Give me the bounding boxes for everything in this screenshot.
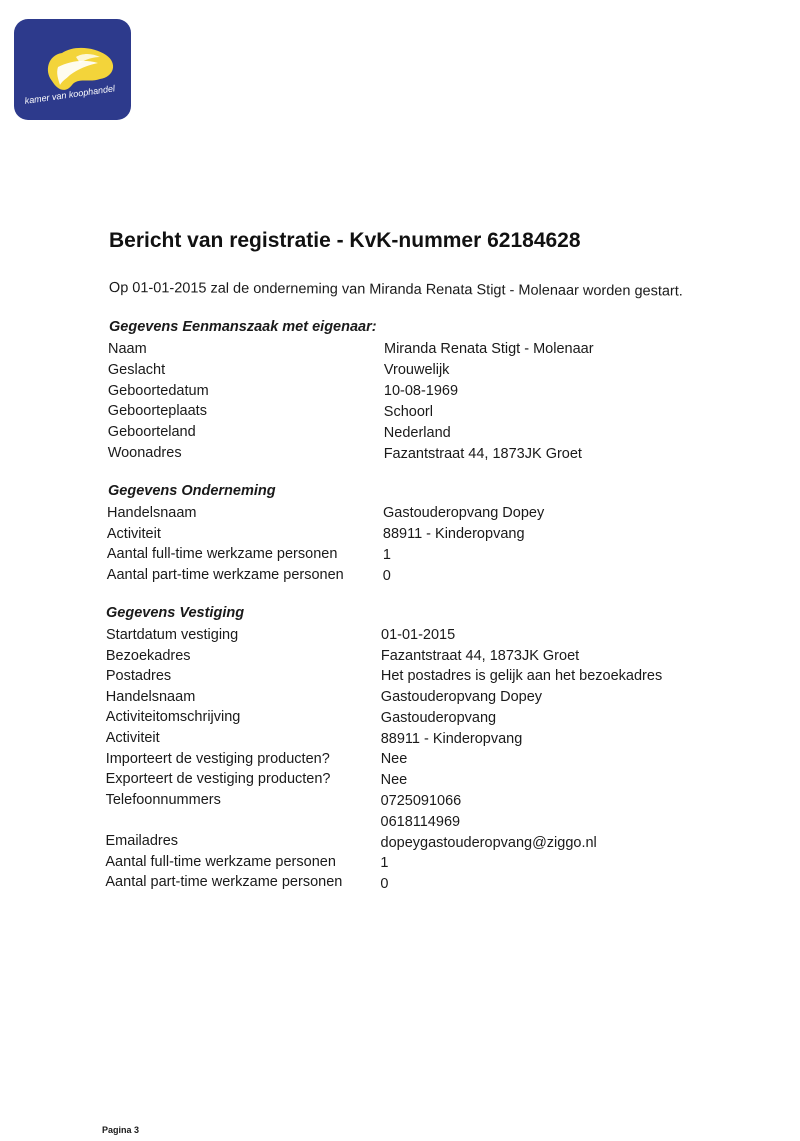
field-label: Postadres [105,668,172,685]
field-label: Aantal part-time werkzame personen [105,874,343,891]
field-value: 0618114969 [380,813,461,830]
field-label: Aantal full-time werkzame personen [106,546,338,563]
field-label: Geboorteplaats [107,403,207,420]
field-value: Gastouderopvang Dopey [383,505,545,521]
field-value: Gastouderopvang [380,709,497,726]
field-value: 1 [382,546,391,563]
field-value: 1 [380,855,389,872]
field-label: Activiteit [106,525,161,542]
field-value: 0 [380,875,389,892]
field-value: Nee [380,772,408,789]
field-value: dopeygastouderopvang@ziggo.nl [380,834,597,851]
field-value: Nee [380,751,408,768]
field-label: Handelsnaam [107,505,197,521]
field-value: Het postadres is gelijk aan het bezoekadres [380,668,663,685]
field-label: Exporteert de vestiging producten? [105,771,331,788]
field-label: Activiteitomschrijving [105,709,241,726]
field-label: Naam [108,341,147,357]
intro-text: Op 01-01-2015 zal de onderneming van Miranda Renata Stigt - Molenaar worden gestart. [108,280,683,300]
field-value: Gastouderopvang Dopey [380,689,543,706]
kvk-logo [14,19,131,120]
field-value: Vrouwelijk [383,361,450,378]
field-label: Handelsnaam [105,688,196,705]
page-title: Bericht van registratie - KvK-nummer 62184628 [109,229,581,252]
field-value: Fazantstraat 44, 1873JK Groet [380,647,580,664]
field-label: Geboorteland [107,424,196,441]
field-label: Aantal part-time werkzame personen [106,567,344,584]
field-value: 88911 - Kinderopvang [382,525,525,542]
field-label: Activiteit [105,730,160,746]
field-value: 0725091066 [380,792,462,809]
field-label: Emailadres [105,833,179,849]
page-number: Pagina 3 [102,1125,140,1135]
field-value: Schoorl [383,403,433,420]
field-label: Startdatum vestiging [106,627,239,643]
field-label: Bezoekadres [105,647,191,664]
field-value: 01-01-2015 [381,627,456,643]
field-value: 88911 - Kinderopvang [380,730,523,747]
field-value: 10-08-1969 [383,382,459,399]
field-label: Telefoonnummers [105,791,221,808]
field-label: Geslacht [107,361,166,378]
field-label: Woonadres [107,445,182,461]
field-label: Importeert de vestiging producten? [105,750,330,767]
field-label: Geboortedatum [107,382,209,399]
field-value: Miranda Renata Stigt - Molenaar [384,341,594,357]
field-value: Nederland [383,424,451,441]
section-heading-onderneming: Gegevens Onderneming [108,483,276,499]
field-value: 0 [382,567,391,584]
field-label: Aantal full-time werkzame personen [105,853,336,870]
field-value: Fazantstraat 44, 1873JK Groet [383,445,582,462]
logo-text: kamer van koophandel [24,83,116,106]
section-heading-eigenaar: Gegevens Eenmanszaak met eigenaar: [109,319,377,335]
section-heading-vestiging: Gegevens Vestiging [106,605,245,621]
